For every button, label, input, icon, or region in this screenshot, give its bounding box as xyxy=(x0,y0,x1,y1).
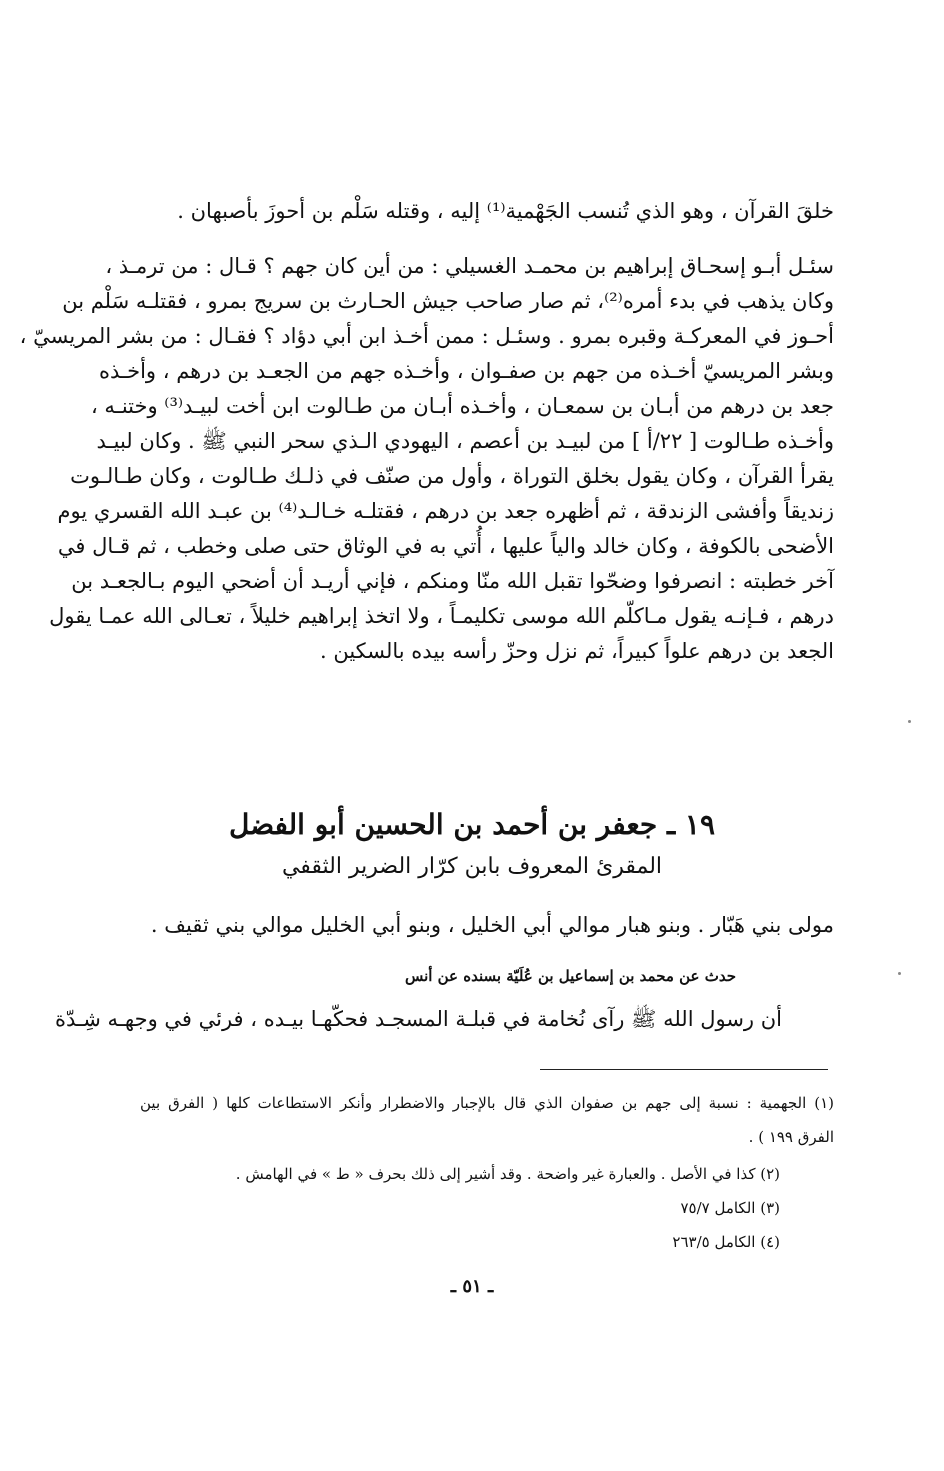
body-line-4: أحـوز في المعركـة وقبره بمرو . وسئـل : ممن أخـذ ابن أبي دؤاد ؟ فقـال : من بشر المريسيّ ، xyxy=(19,324,834,348)
body-line-11: آخر خطبته : انصرفوا وضحّوا تقبل الله منّا ومنكم ، فإني أريـد أن أضحي اليوم بـالجعـد بن xyxy=(71,569,834,593)
body-line-2: سئـل أبـو إسحـاق إبراهيم بن محمـد الغسيلي : من أين كان جهم ؟ قـال : من ترمـذ ، xyxy=(105,254,834,278)
body-line-1: خلقَ القرآن ، وهو الذي تُنسب الجَهْمية⁽¹⁾ إليه ، وقتله سَلْم بن أحوزَ بأصبهان . xyxy=(177,199,834,223)
footnote-1: (١) الجهمية : نسبة إلى جهم بن صفوان الذي قال بالإجبار والاضطرار وأنكر الاستطاعات كلها ( الفرق بين xyxy=(140,1094,834,1112)
entry-subtitle: المقرئ المعروف بابن كرّار الضرير الثقفي xyxy=(281,854,663,879)
body-line-5: وبشر المريسيّ أخـذه من جهم بن صفـوان ، وأخـذه جهم من الجعـد بن درهم ، وأخـذه xyxy=(98,359,834,383)
scan-speck xyxy=(898,972,901,975)
entry-title: ١٩ ـ جعفر بن أحمد بن الحسين أبو الفضل xyxy=(228,808,715,841)
page-number: ـ ٥١ ـ xyxy=(450,1276,494,1297)
body-line-10: الأضحى بالكوفة ، وكان خالد والياً عليها ، أُتي به في الوثاق حتى صلى وخطب ، ثم قـال في xyxy=(57,534,834,558)
entry-line-1: مولى بني هَبّار . وبنو هبار موالي أبي الخليل ، وبنو أبي الخليل موالي بني ثقيف . xyxy=(150,913,834,937)
footnote-divider xyxy=(540,1069,828,1070)
hadith-text: أن رسول الله ﷺ رآى نُخامة في قبلـة المسجـد فحكّهـا بيـده ، فرئي في وجهـه شِـدّة xyxy=(55,1007,782,1031)
body-line-7: وأخـذه طـالوت [ ٢٢/أ ] من لبيـد بن أعصم ، اليهودي الـذي سحر النبي ﷺ . وكان لبيـد xyxy=(96,429,834,453)
body-line-6: جعد بن درهم من أبـان بن سمعـان ، وأخـذه أبـان من طـالوت ابن أخت لبيـد⁽³⁾ وختنـه ، xyxy=(90,394,834,418)
body-line-3: وكان يذهب في بدء أمره⁽²⁾، ثم صار صاحب جيش الحـارث بن سريج بمرو ، فقتلـه سَلْم بن xyxy=(62,289,834,313)
body-line-8: يقرأ القرآن ، وكان يقول بخلق التوراة ، وأول من صنّف في ذلـك طـالوت ، وكان طـالـوت xyxy=(70,464,834,488)
body-line-9: زنديقاً وأفشى الزندقة ، ثم أظهره جعد بن درهم ، فقتلـه خـالـد⁽⁴⁾ بن عبـد الله القسري يوم xyxy=(57,499,834,523)
body-line-13: الجعد بن درهم علواً كبيراً، ثم نزل وحزّ رأسه بيده بالسكين . xyxy=(319,639,834,663)
footnote-2: (٢) كذا في الأصل . والعبارة غير واضحة . وقد أشير إلى ذلك بحرف « ط » في الهامش . xyxy=(235,1165,780,1183)
footnote-4: (٤) الكامل ٢٦٣/٥ xyxy=(672,1233,780,1251)
footnote-3: (٣) الكامل ٧٥/٧ xyxy=(680,1199,780,1217)
body-line-12: درهم ، فـإنـه يقول مـاكلّم الله موسى تكليمـاً ، ولا اتخذ إبراهيم خليلاً ، تعـالى الله عمـا يقول xyxy=(49,604,834,628)
scan-speck xyxy=(908,720,911,723)
footnote-1-continued: الفرق ١٩٩ ) . xyxy=(748,1128,834,1146)
hadith-chain: حدث عن محمد بن إسماعيل بن عُلَيّة بسنده عن أنس xyxy=(404,967,736,985)
